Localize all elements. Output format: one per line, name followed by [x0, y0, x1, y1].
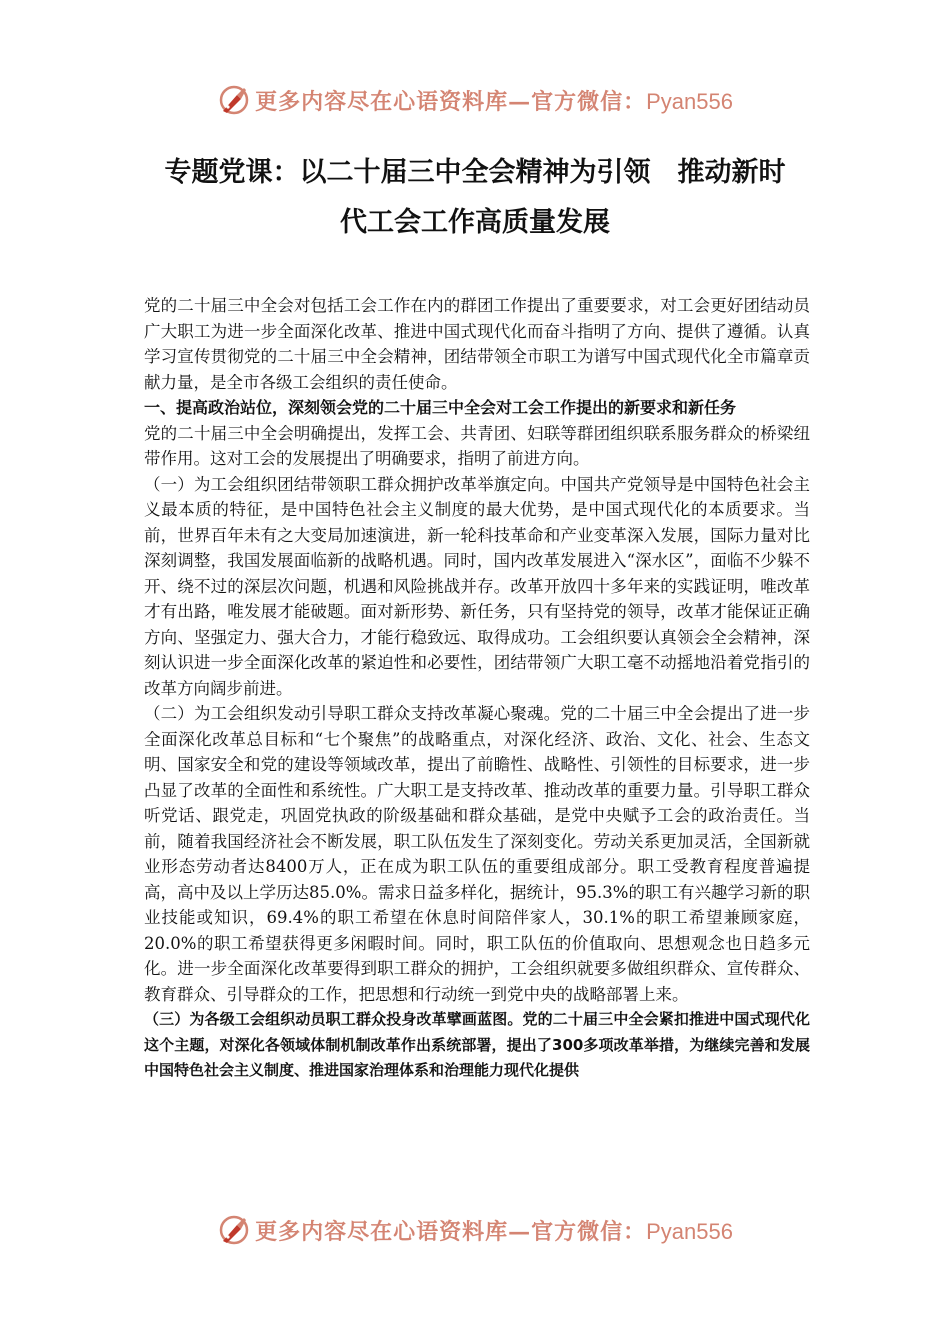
paragraph-subsection-2: （二）为工会组织发动引导职工群众支持改革凝心聚魂。党的二十届三中全会提出了进一步全面深化改革总目标和“七个聚焦”的战略重点，对深化经济、政治、文化、社会、生态文明、国家安全和党的建设等领域改革，提出了前瞻性、战略性、引领性的目标要求，进一步凸显了改革的全面性和系统性。广大职工是支持改革、推动改革的重要力量。引导职工群众听党话、跟党走，巩固党执政的阶级基础和群众基础，是党中央赋予工会的政治责任。当前，随着我国经济社会不断发展，职工队伍发生了深刻变化。劳动关系更加灵活，全国新就业形态劳动者达8400万人，正在成为职工队伍的重要组成部分。职工受教育程度普遍提高，高中及以上学历达85.0%。需求日益多样化，据统计，95.3%的职工有兴趣学习新的职业技能或知识，69.4%的职工希望在休息时间陪伴家人，30.1%的职工希望兼顾家庭，20.0%的职工希望获得更多闲暇时间。同时，职工队伍的价值取向、思想观念也日趋多元化。进一步全面深化改革要得到职工群众的拥护，工会组织就要多做组织群众、宣传群众、教育群众、引导群众的工作，把思想和行动统一到党中央的战略部署上来。	[144, 704, 810, 1004]
watermark-wechat-id: Pyan556	[646, 88, 733, 114]
watermark-text	[255, 1215, 733, 1246]
document-body	[144, 293, 810, 1084]
page-title-line-2: 代工会工作高质量发展	[340, 207, 610, 238]
pen-nib-logo-icon	[217, 83, 251, 117]
watermark-label: 更多内容尽在心语资料库—官方微信：	[255, 1218, 647, 1245]
watermark-text	[255, 85, 733, 116]
intro-paragraph: 党的二十届三中全会对包括工会工作在内的群团工作提出了重要要求，对工会更好团结动员广大职工为进一步全面深化改革、推进中国式现代化而奋斗指明了方向、提供了遵循。认真学习宣传贯彻党的二十届三中全会精神，团结带领全市职工为谱写中国式现代化全市篇章贡献力量，是全市各级工会组织的责任使命。	[144, 296, 810, 392]
watermark-label: 更多内容尽在心语资料库—官方微信：	[255, 88, 647, 115]
paragraph: 党的二十届三中全会明确提出，发挥工会、共青团、妇联等群团组织联系服务群众的桥梁纽带作用。这对工会的发展提出了明确要求，指明了前进方向。	[144, 423, 810, 468]
paragraph-subsection-3: （三）为各级工会组织动员职工群众投身改革擘画蓝图。党的二十届三中全会紧扣推进中国式现代化这个主题，对深化各领域体制机制改革作出系统部署，提出了300多项改革举措，为继续完善和发展中国特色社会主义制度、推进国家治理体系和治理能力现代化提供	[144, 1010, 810, 1079]
pen-nib-logo-icon	[217, 1213, 251, 1247]
watermark-wechat-id: Pyan556	[646, 1218, 733, 1244]
page-title-line-1: 专题党课：以二十届三中全会精神为引领 推动新时	[164, 157, 786, 188]
paragraph-subsection-1: （一）为工会组织团结带领职工群众拥护改革举旗定向。中国共产党领导是中国特色社会主义最本质的特征，是中国特色社会主义制度的最大优势，是中国式现代化的本质要求。当前，世界百年未有之大变局加速演进，新一轮科技革命和产业变革深入发展，国际力量对比深刻调整，我国发展面临新的战略机遇。同时，国内改革发展进入“深水区”，面临不少躲不开、绕不过的深层次问题，机遇和风险挑战并存。改革开放四十多年来的实践证明，唯改革才有出路，唯发展才能破题。面对新形势、新任务，只有坚持党的领导，改革才能保证正确方向、坚强定力、强大合力，才能行稳致远、取得成功。工会组织要认真领会全会精神，深刻认识进一步全面深化改革的紧迫性和必要性，团结带领广大职工毫不动摇地沿着党指引的改革方向阔步前进。	[144, 474, 810, 698]
header-watermark	[0, 80, 950, 120]
section-heading-1: 一、提高政治站位，深刻领会党的二十届三中全会对工会工作提出的新要求和新任务	[144, 398, 737, 417]
footer-watermark	[0, 1210, 950, 1250]
